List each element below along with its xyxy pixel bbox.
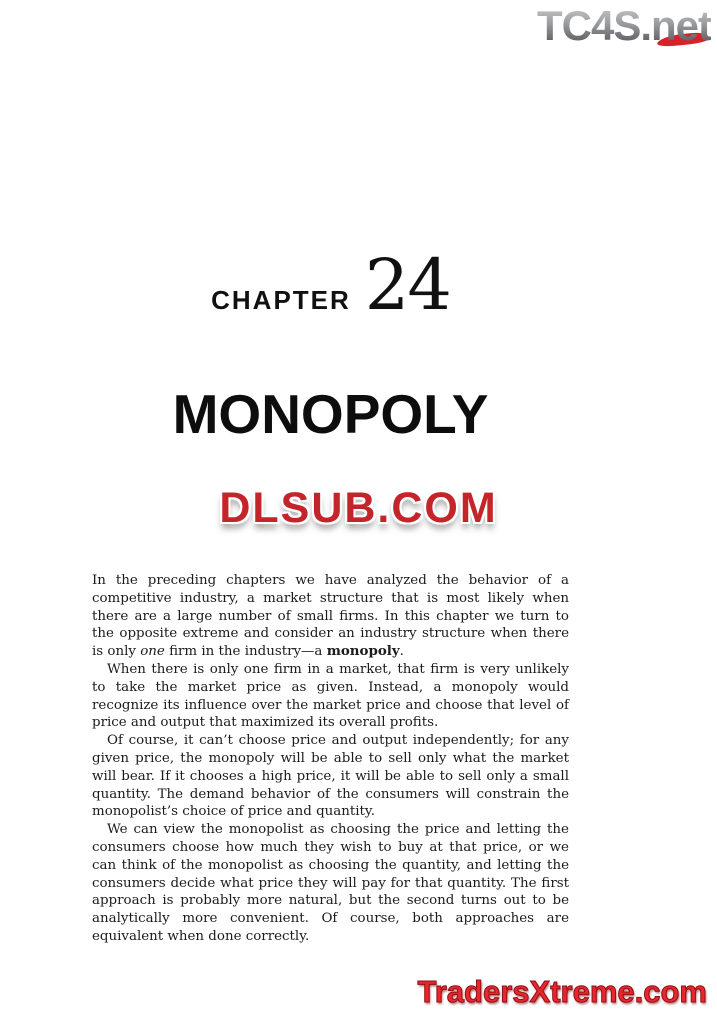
paragraph-1-italic: one: [140, 644, 165, 660]
chapter-heading: [92, 244, 569, 326]
paragraph-1-text-2: firm in the industry—a: [164, 644, 327, 660]
dlsub-watermark: DLSUB.COM: [219, 484, 498, 532]
paragraph-2: When there is only one firm in a market, that firm is very unlikely to take the market price as given. Instead, a monopoly would recognize its influence over the market price and choose that level of price and output that maximized its overall profits.: [92, 661, 569, 731]
paragraph-3: Of course, it can’t choose price and output independently; for any given price, the monopoly will be able to sell only what the market will bear. If it chooses a high price, it will be able to sell only a small quantity. The demand behavior of the consumers will constrain the monopolist’s choice of price and quantity.: [92, 733, 569, 820]
page-title: MONOPOLY: [172, 383, 489, 445]
chapter-label: CHAPTER: [211, 285, 351, 315]
paragraph-1-bold: monopoly: [326, 643, 400, 660]
paragraph-1-text-3: .: [399, 644, 404, 660]
tc4s-watermark: TC4S.net: [536, 2, 711, 49]
paragraph-1-text: In the preceding chapters we have analyzed the behavior of a competitive industry, a market structure that is most likely when there are a large number of small firms. In this chapter we turn to the opposite extreme and consider an industry structure when there is only: [92, 573, 569, 660]
paragraph-4: We can view the monopolist as choosing the price and letting the consumers choose how much they wish to buy at that price, or we can think of the monopolist as choosing the quantity, and letting the consumers decide what price they will pay for that quantity. The first approach is probably more natural, but the second turns out to be analytically more convenient. Of course, both approaches are equivalent when done correctly.: [92, 822, 569, 944]
tradersxtreme-watermark: TradersXtreme.com: [417, 974, 707, 1009]
paragraph-1: [92, 572, 569, 661]
chapter-number: 24: [364, 244, 450, 326]
body-text: [92, 572, 569, 946]
